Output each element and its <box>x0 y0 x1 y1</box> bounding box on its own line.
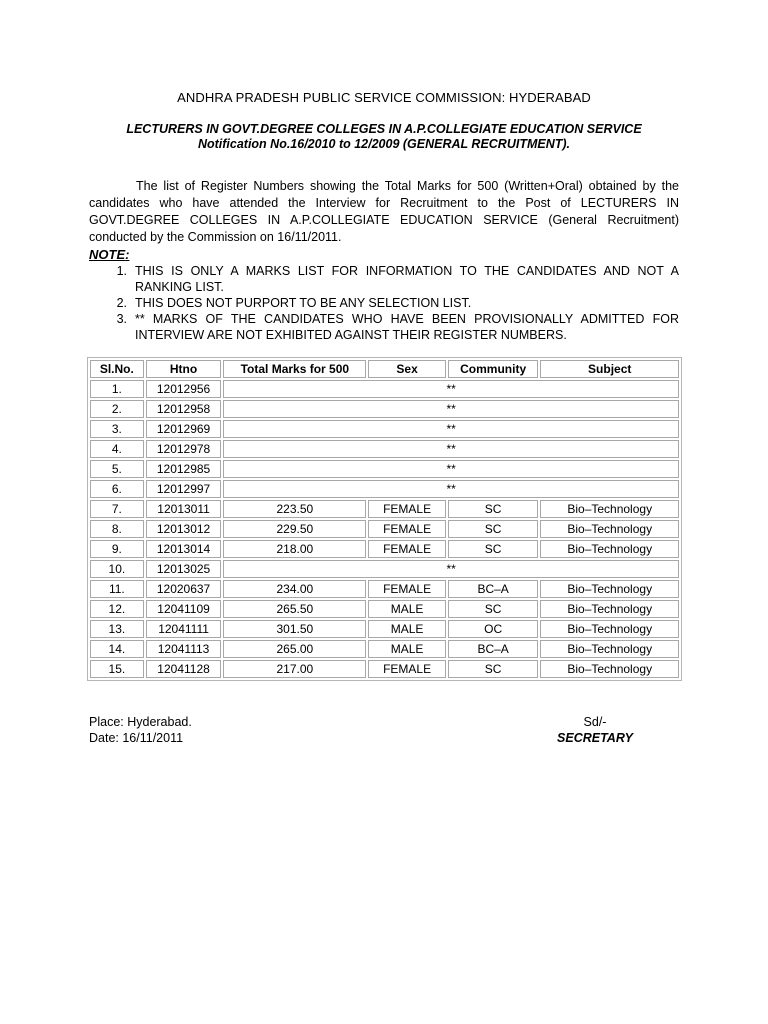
cell-sl-no: 2. <box>90 400 144 418</box>
cell-sl-no: 1. <box>90 380 144 398</box>
table-row <box>90 420 679 438</box>
cell-sex: FEMALE <box>368 540 446 558</box>
cell-withheld-marks: ** <box>223 400 679 418</box>
cell-community: SC <box>448 520 539 538</box>
cell-sl-no: 11. <box>90 580 144 598</box>
header-total-marks: Total Marks for 500 <box>223 360 366 378</box>
table-row <box>90 380 679 398</box>
place-text: Place: Hyderabad. <box>89 715 192 729</box>
cell-total-marks: 234.00 <box>223 580 366 598</box>
cell-community: SC <box>448 660 539 678</box>
table-row <box>90 520 679 538</box>
cell-sl-no: 10. <box>90 560 144 578</box>
cell-withheld-marks: ** <box>223 420 679 438</box>
cell-sl-no: 5. <box>90 460 144 478</box>
header-htno: Htno <box>146 360 222 378</box>
cell-withheld-marks: ** <box>223 440 679 458</box>
header-sl-no: Sl.No. <box>90 360 144 378</box>
cell-sex: FEMALE <box>368 660 446 678</box>
signature-block <box>540 714 650 746</box>
note-item-number: 2. <box>116 296 127 310</box>
cell-withheld-marks: ** <box>223 460 679 478</box>
cell-htno: 12012978 <box>146 440 222 458</box>
cell-htno: 12041111 <box>146 620 222 638</box>
cell-total-marks: 223.50 <box>223 500 366 518</box>
table-row <box>90 660 679 678</box>
cell-sl-no: 7. <box>90 500 144 518</box>
subtitle-post: LECTURERS IN GOVT.DEGREE COLLEGES IN A.P.COLLEGIATE EDUCATION SERVICE <box>126 122 642 136</box>
cell-sl-no: 14. <box>90 640 144 658</box>
table-row <box>90 460 679 478</box>
cell-community: SC <box>448 500 539 518</box>
cell-total-marks: 265.00 <box>223 640 366 658</box>
cell-sl-no: 3. <box>90 420 144 438</box>
organization-title: ANDHRA PRADESH PUBLIC SERVICE COMMISSION: HYDERABAD <box>177 90 591 105</box>
table-row <box>90 400 679 418</box>
header-community: Community <box>448 360 539 378</box>
cell-htno: 12013025 <box>146 560 222 578</box>
cell-sex: FEMALE <box>368 500 446 518</box>
cell-sex: FEMALE <box>368 520 446 538</box>
header-sex: Sex <box>368 360 446 378</box>
cell-withheld-marks: ** <box>223 480 679 498</box>
note-item-text: THIS IS ONLY A MARKS LIST FOR INFORMATION TO THE CANDIDATES AND NOT A RANKING LIST. <box>135 264 679 294</box>
cell-sex: MALE <box>368 640 446 658</box>
cell-sl-no: 4. <box>90 440 144 458</box>
cell-withheld-marks: ** <box>223 560 679 578</box>
table-row <box>90 440 679 458</box>
table-row <box>90 560 679 578</box>
table-row <box>90 480 679 498</box>
cell-sl-no: 6. <box>90 480 144 498</box>
place-date-block <box>89 714 192 746</box>
note-list <box>89 263 679 343</box>
cell-community: SC <box>448 540 539 558</box>
note-item-number: 1. <box>116 264 127 278</box>
signed-text: Sd/- <box>583 715 607 729</box>
table-row <box>90 640 679 658</box>
cell-total-marks: 265.50 <box>223 600 366 618</box>
date-text: Date: 16/11/2011 <box>89 731 184 745</box>
table-row <box>90 620 679 638</box>
cell-htno: 12013011 <box>146 500 222 518</box>
cell-withheld-marks: ** <box>223 380 679 398</box>
cell-subject: Bio–Technology <box>540 600 679 618</box>
cell-htno: 12013014 <box>146 540 222 558</box>
cell-subject: Bio–Technology <box>540 620 679 638</box>
header-subject: Subject <box>540 360 679 378</box>
cell-htno: 12041128 <box>146 660 222 678</box>
cell-sl-no: 13. <box>90 620 144 638</box>
table-row <box>90 580 679 598</box>
note-item <box>89 263 679 295</box>
cell-htno: 12041113 <box>146 640 222 658</box>
cell-community: SC <box>448 600 539 618</box>
note-label: NOTE <box>89 247 126 262</box>
cell-subject: Bio–Technology <box>540 520 679 538</box>
table-row <box>90 600 679 618</box>
cell-subject: Bio–Technology <box>540 580 679 598</box>
cell-sex: MALE <box>368 600 446 618</box>
cell-subject: Bio–Technology <box>540 660 679 678</box>
secretary-title: SECRETARY <box>557 731 633 745</box>
cell-htno: 12041109 <box>146 600 222 618</box>
cell-subject: Bio–Technology <box>540 640 679 658</box>
cell-htno: 12012958 <box>146 400 222 418</box>
cell-subject: Bio–Technology <box>540 540 679 558</box>
marks-table <box>87 357 682 681</box>
cell-htno: 12012997 <box>146 480 222 498</box>
table-row <box>90 500 679 518</box>
table-header-row <box>90 360 679 378</box>
document-subtitle <box>0 122 768 152</box>
cell-sex: MALE <box>368 620 446 638</box>
cell-subject: Bio–Technology <box>540 500 679 518</box>
cell-community: BC–A <box>448 640 539 658</box>
cell-sl-no: 8. <box>90 520 144 538</box>
cell-total-marks: 218.00 <box>223 540 366 558</box>
note-heading <box>89 247 129 262</box>
note-item <box>89 311 679 343</box>
cell-sl-no: 12. <box>90 600 144 618</box>
table-row <box>90 540 679 558</box>
cell-community: BC–A <box>448 580 539 598</box>
cell-htno: 12013012 <box>146 520 222 538</box>
cell-sex: FEMALE <box>368 580 446 598</box>
marks-table-body <box>90 380 679 678</box>
cell-htno: 12012956 <box>146 380 222 398</box>
cell-htno: 12020637 <box>146 580 222 598</box>
cell-total-marks: 229.50 <box>223 520 366 538</box>
note-item <box>89 295 679 311</box>
note-colon: : <box>125 247 130 262</box>
cell-total-marks: 217.00 <box>223 660 366 678</box>
cell-total-marks: 301.50 <box>223 620 366 638</box>
cell-community: OC <box>448 620 539 638</box>
cell-htno: 12012969 <box>146 420 222 438</box>
cell-sl-no: 15. <box>90 660 144 678</box>
note-item-text: THIS DOES NOT PURPORT TO BE ANY SELECTION LIST. <box>135 296 472 310</box>
cell-sl-no: 9. <box>90 540 144 558</box>
subtitle-notification: Notification No.16/2010 to 12/2009 (GENERAL RECRUITMENT). <box>197 137 571 151</box>
note-item-number: 3. <box>116 312 127 326</box>
intro-paragraph: The list of Register Numbers showing the Total Marks for 500 (Written+Oral) obtained by the candidates who have attended the Interview for Recruitment to the Post of LECTURERS IN GOVT.DEGREE COLLEGES IN A.P.COLLEGIATE EDUCATION SERVICE (General Recruitment) conducted by the Commission on 16/11/2011. <box>89 178 679 244</box>
cell-htno: 12012985 <box>146 460 222 478</box>
note-item-text: ** MARKS OF THE CANDIDATES WHO HAVE BEEN PROVISIONALLY ADMITTED FOR INTERVIEW ARE NOT EXHIBITED AGAINST THEIR REGISTER NUMBERS. <box>135 312 679 342</box>
